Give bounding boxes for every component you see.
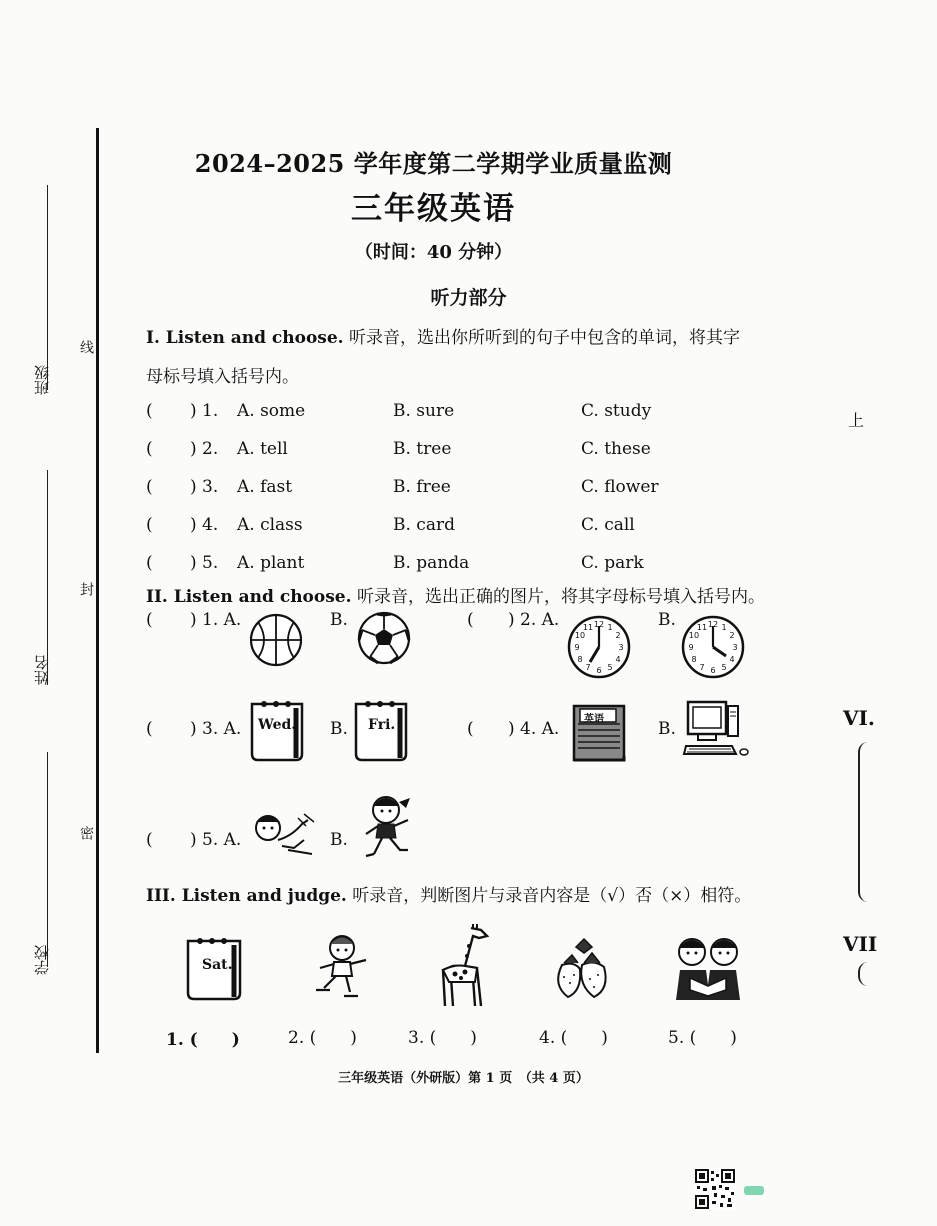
svg-text:9: 9 [574,643,580,652]
binding-line [96,128,99,1053]
svg-text:5: 5 [607,663,613,672]
judge-answer-3[interactable]: 3. ( ) [408,1028,477,1048]
question-number: ) 1. [190,401,219,421]
svg-text:10: 10 [688,631,700,640]
answer-open-paren[interactable]: ( [467,719,474,739]
option-c: C. study [581,401,652,421]
basketball-image[interactable] [248,612,304,668]
answer-open-paren[interactable]: ( [146,610,153,630]
answer-open-paren[interactable]: ( [146,553,153,573]
calendar-fri-text: Fri. [368,717,396,733]
answer-open-paren[interactable]: ( [146,719,153,739]
part2-title-en: II. Listen and choose. [146,587,352,607]
class-label: 班级 [33,365,51,395]
svg-text:8: 8 [691,655,697,664]
part3-title-en: III. Listen and judge. [146,886,347,906]
school-label: 学校 [33,945,51,975]
next-page-mark: 上 [848,411,865,430]
name-label: 姓名 [33,655,51,685]
clock-four-image[interactable] [680,614,746,680]
question-label-4: ) 4. A. [508,719,560,739]
question-label-2: ) 2. A. [508,610,560,630]
answer-open-paren[interactable]: ( [467,610,474,630]
school-blank [47,752,48,967]
answer-open-paren[interactable]: ( [146,515,153,535]
judge-answer-5[interactable]: 5. ( ) [668,1028,737,1048]
question-label-5: ) 5. A. [190,830,242,850]
option-b: B. panda [393,553,470,573]
option-a: A. tell [237,439,288,459]
exam-subject: 三年级英语 [351,191,516,227]
name-blank [47,470,48,685]
seal-char-secret: 密 [78,826,94,840]
option-b: B. tree [393,439,452,459]
svg-text:7: 7 [585,663,591,672]
svg-text:7: 7 [699,663,705,672]
svg-text:9: 9 [688,643,694,652]
svg-text:1: 1 [607,623,613,632]
giraffe-image[interactable] [425,922,495,1010]
exam-time: （时间：40 分钟） [354,242,513,263]
option-b-label: B. [658,610,676,630]
girl-running-image[interactable] [356,790,418,862]
option-c: C. park [581,553,644,573]
svg-text:2: 2 [729,631,735,640]
app-badge [744,1186,764,1195]
part1-row-4 [146,515,846,539]
answer-open-paren[interactable]: ( [146,439,153,459]
svg-text:2: 2 [615,631,621,640]
svg-text:6: 6 [710,666,716,675]
part1-row-1 [146,401,846,425]
svg-text:11: 11 [696,623,708,632]
section-heading: 听力部分 [430,287,507,309]
svg-text:12: 12 [593,620,605,629]
svg-text:8: 8 [577,655,583,664]
judge-answer-2[interactable]: 2. ( ) [288,1028,357,1048]
option-c: C. flower [581,477,659,497]
option-a: A. some [237,401,306,421]
part1-title-cont: 母标号填入括号内。 [146,367,299,387]
option-b: B. free [393,477,451,497]
seal-char-seal: 封 [78,582,94,596]
option-a: A. fast [237,477,293,497]
strawberry-image[interactable] [548,935,614,1003]
option-b-label: B. [330,610,348,630]
svg-text:11: 11 [582,623,594,632]
next-page-section-vi: VI. [843,706,875,730]
seal-char-line: 线 [78,340,94,354]
part3-title [146,881,751,906]
svg-text:3: 3 [732,643,738,652]
part1-title [146,323,740,348]
part2-title-cn: 听录音，选出正确的图片，将其字母标号填入括号内。 [351,587,765,607]
exam-title: 2024–2025 学年度第二学期学业质量监测 [194,149,673,178]
question-number: ) 5. [190,553,219,573]
svg-text:10: 10 [574,631,586,640]
judge-answer-1[interactable]: 1. ( ) [166,1030,240,1050]
girl-skating-image[interactable] [306,928,376,1004]
option-b: B. sure [393,401,455,421]
soccer-ball-image[interactable] [356,610,412,666]
part1-row-5 [146,553,846,577]
judge-answer-4[interactable]: 4. ( ) [539,1028,608,1048]
part3-title-cn: 听录音，判断图片与录音内容是（√）否（×）相符。 [346,886,752,906]
boy-jumping-image[interactable] [248,800,320,862]
answer-open-paren[interactable]: ( [146,401,153,421]
calendar-sat-text: Sat. [202,957,233,973]
computer-image[interactable] [684,700,750,762]
question-number: ) 3. [190,477,219,497]
svg-text:12: 12 [707,620,719,629]
page-footer: 三年级英语（外研版）第 1 页 （共 4 页） [338,1071,589,1086]
part1-row-2 [146,439,846,463]
next-page-paren [858,962,869,986]
question-number: ) 2. [190,439,219,459]
part1-row-3 [146,477,846,501]
option-c: C. these [581,439,651,459]
option-c: C. call [581,515,635,535]
svg-text:4: 4 [615,655,621,664]
clock-seven-image[interactable] [566,614,632,680]
next-page-parens [858,742,869,902]
option-b-label: B. [330,719,348,739]
part1-title-en: I. Listen and choose. [146,328,344,348]
option-b-label: B. [658,719,676,739]
option-b: B. card [393,515,455,535]
calendar-wed-text: Wed. [258,717,297,733]
part1-title-cn: 听录音，选出你所听到的句子中包含的单词，将其字 [343,328,740,348]
option-a: A. plant [237,553,305,573]
option-b-label: B. [330,830,348,850]
svg-text:5: 5 [721,663,727,672]
svg-text:6: 6 [596,666,602,675]
book-label: 英语 [584,714,604,725]
question-label-3: ) 3. A. [190,719,242,739]
qr-code-image [694,1168,736,1210]
answer-open-paren[interactable]: ( [146,477,153,497]
svg-text:1: 1 [721,623,727,632]
children-reading-image[interactable] [670,930,746,1002]
question-label-1: ) 1. A. [190,610,242,630]
option-a: A. class [237,515,303,535]
part2-title [146,582,765,607]
answer-open-paren[interactable]: ( [146,830,153,850]
question-number: ) 4. [190,515,219,535]
next-page-section-vii: VII [843,932,878,956]
svg-text:4: 4 [729,655,735,664]
svg-text:3: 3 [618,643,624,652]
